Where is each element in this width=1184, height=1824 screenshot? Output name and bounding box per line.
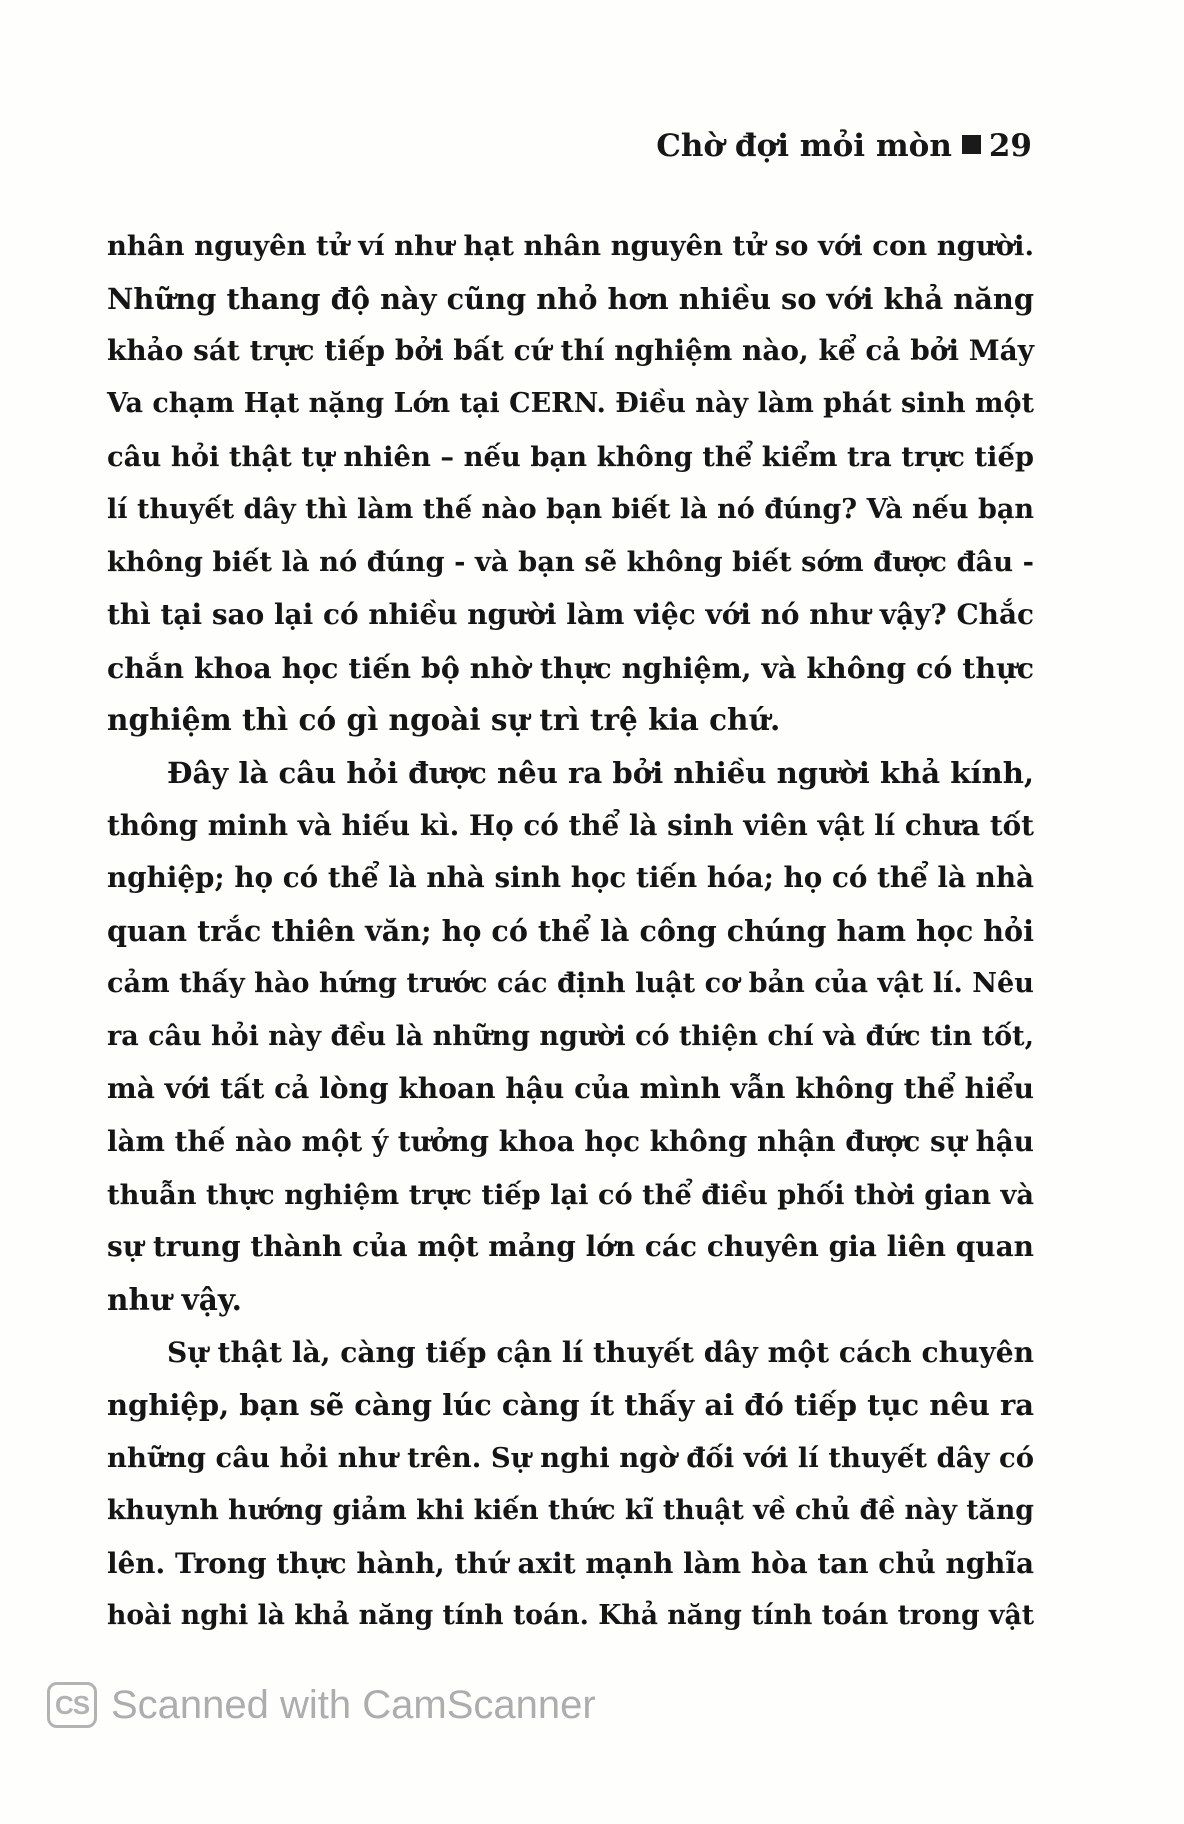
text-line: Va chạm Hạt nặng Lớn tại CERN. Điều này làm phát sinh một xyxy=(107,388,1034,420)
text-line: quan trắc thiên văn; họ có thể là công chúng ham học hỏi xyxy=(107,914,1034,949)
text-line: mà với tất cả lòng khoan hậu của mình vẫn không thể hiểu xyxy=(107,1072,1034,1106)
chapter-title: Chờ đợi mỏi mòn xyxy=(656,128,952,164)
running-head xyxy=(656,128,1032,164)
text-line: nghiệp; họ có thể là nhà sinh học tiến hóa; họ có thể là nhà xyxy=(107,861,1034,895)
text-line: nghiệm thì có gì ngoài sự trì trệ kia chứ. xyxy=(107,702,781,738)
text-line: câu hỏi thật tự nhiên – nếu bạn không thể kiểm tra trực tiếp xyxy=(107,440,1034,473)
text-line: nhân nguyên tử ví như hạt nhân nguyên tử so với con người. xyxy=(107,230,1034,262)
watermark-text: Scanned with CamScanner xyxy=(111,1682,596,1727)
text-line: lí thuyết dây thì làm thế nào bạn biết là nó đúng? Và nếu bạn xyxy=(107,493,1034,525)
text-line: thì tại sao lại có nhiều người làm việc với nó như vậy? Chắc xyxy=(107,597,1034,631)
text-line: Đây là câu hỏi được nêu ra bởi nhiều người khả kính, xyxy=(167,756,1034,791)
page-number: 29 xyxy=(988,128,1032,164)
body-text xyxy=(107,220,1034,1643)
text-line: chắn khoa học tiến bộ nhờ thực nghiệm, và không có thực xyxy=(107,650,1034,685)
text-line: ra câu hỏi này đều là những người có thiện chí và đức tin tốt, xyxy=(107,1020,1034,1052)
text-line: khảo sát trực tiếp bởi bất cứ thí nghiệm nào, kể cả bởi Máy xyxy=(107,334,1034,368)
text-line: sự trung thành của một mảng lớn các chuyên gia liên quan xyxy=(107,1230,1034,1264)
text-line: Những thang độ này cũng nhỏ hơn nhiều so với khả năng xyxy=(107,281,1034,316)
text-line: những câu hỏi như trên. Sự nghi ngờ đối với lí thuyết dây có xyxy=(107,1442,1034,1475)
text-line: thông minh và hiếu kì. Họ có thể là sinh viên vật lí chưa tốt xyxy=(107,808,1034,842)
text-line: không biết là nó đúng - và bạn sẽ không biết sớm được đâu - xyxy=(107,546,1034,579)
text-line: làm thế nào một ý tưởng khoa học không nhận được sự hậu xyxy=(107,1124,1034,1158)
text-line: Sự thật là, càng tiếp cận lí thuyết dây một cách chuyên xyxy=(167,1335,1034,1369)
text-line: như vậy. xyxy=(107,1282,242,1318)
text-line: hoài nghi là khả năng tính toán. Khả năng tính toán trong vật xyxy=(107,1600,1034,1632)
text-line: cảm thấy hào hứng trước các định luật cơ bản của vật lí. Nêu xyxy=(107,967,1034,999)
text-line: thuẫn thực nghiệm trực tiếp lại có thể điều phối thời gian và xyxy=(107,1178,1034,1211)
text-line: lên. Trong thực hành, thứ axit mạnh làm hòa tan chủ nghĩa xyxy=(107,1546,1034,1580)
square-bullet-icon xyxy=(962,135,981,154)
camscanner-logo-icon: CS xyxy=(47,1682,97,1728)
text-line: khuynh hướng giảm khi kiến thức kĩ thuật về chủ đề này tăng xyxy=(107,1494,1034,1526)
camscanner-watermark xyxy=(47,1682,596,1728)
text-line: nghiệp, bạn sẽ càng lúc càng ít thấy ai đó tiếp tục nêu ra xyxy=(107,1388,1034,1423)
